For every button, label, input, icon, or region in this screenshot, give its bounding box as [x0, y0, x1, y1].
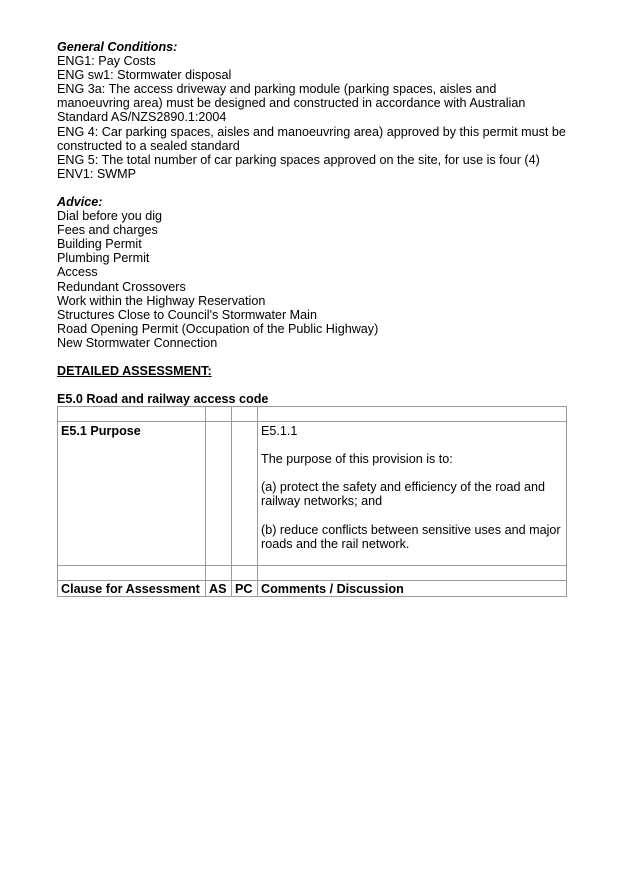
- condition-env1: ENV1: SWMP: [57, 166, 137, 181]
- table-row-spacer: [58, 407, 567, 422]
- document-page: [57, 40, 567, 597]
- table-header-row: [58, 580, 567, 596]
- advice-item: Redundant Crossovers: [57, 279, 186, 294]
- purpose-clause: E5.1.1: [261, 424, 298, 439]
- advice-item: Plumbing Permit: [57, 251, 150, 266]
- advice-heading: Advice:: [57, 194, 103, 209]
- purpose-intro: The purpose of this provision is to:: [261, 452, 453, 467]
- advice-item: New Stormwater Connection: [57, 335, 218, 350]
- col-header-pc: PC: [232, 580, 258, 596]
- assessment-table: [57, 406, 567, 597]
- table-row-purpose: [58, 422, 567, 566]
- condition-eng3a: ENG 3a: The access driveway and parking module (parking spaces, aisles and manoeuvring area) must be designed and constructed in accordance with Australian Standard AS/NZS2890.1:2004: [57, 82, 526, 125]
- col-header-comments: Comments / Discussion: [258, 580, 567, 596]
- advice-item: Access: [57, 265, 98, 280]
- section-title: E5.0 Road and railway access code: [57, 392, 269, 407]
- advice-item: Road Opening Permit (Occupation of the Public Highway): [57, 321, 379, 336]
- table-row-spacer: [58, 565, 567, 580]
- purpose-item-a: (a) protect the safety and efficiency of the road and railway networks; and: [261, 480, 545, 509]
- advice-item: Fees and charges: [57, 223, 158, 238]
- advice-item: Building Permit: [57, 237, 142, 252]
- general-conditions-heading: General Conditions:: [57, 40, 178, 54]
- condition-eng1: ENG1: Pay Costs: [57, 54, 156, 69]
- condition-eng-sw1: ENG sw1: Stormwater disposal: [57, 68, 232, 83]
- purpose-description: [258, 422, 567, 566]
- advice-item: Structures Close to Council's Stormwater Main: [57, 307, 317, 322]
- purpose-item-b: (b) reduce conflicts between sensitive uses and major roads and the rail network.: [261, 522, 561, 551]
- condition-eng4: ENG 4: Car parking spaces, aisles and manoeuvring area) approved by this permit must be constructed to a sealed standard: [57, 124, 566, 153]
- advice-item: Work within the Highway Reservation: [57, 293, 266, 308]
- purpose-label: E5.1 Purpose: [58, 422, 206, 566]
- col-header-as: AS: [206, 580, 232, 596]
- col-header-clause: Clause for Assessment: [58, 580, 206, 596]
- condition-eng5: ENG 5: The total number of car parking spaces approved on the site, for use is four (4): [57, 152, 540, 167]
- detailed-assessment-heading: DETAILED ASSESSMENT:: [57, 363, 212, 378]
- advice-item: Dial before you dig: [57, 209, 163, 224]
